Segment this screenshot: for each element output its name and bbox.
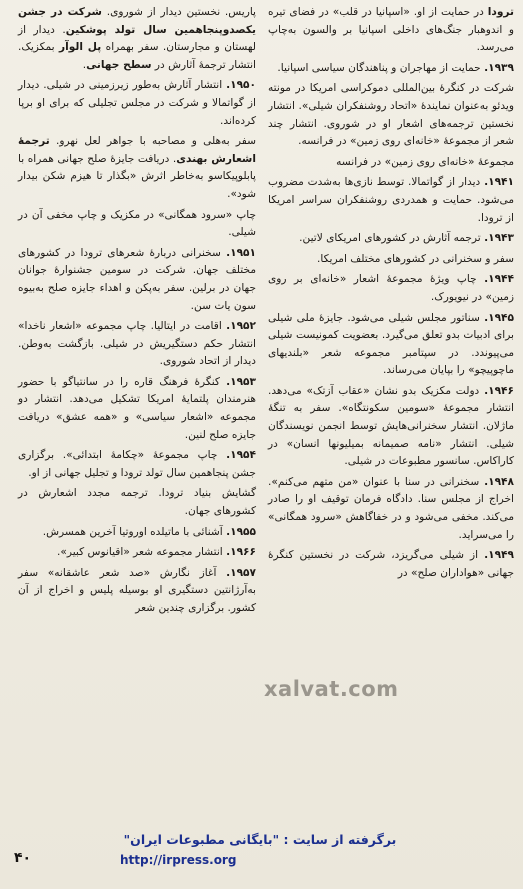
paragraph: ۱۹۴۴. چاپ ویژهٔ مجموعهٔ اشعار «خانه‌ای بر روی زمین» در نیویورک. (268, 273, 514, 303)
paragraph: ۱۹۵۳. کنگرهٔ فرهنگ قاره را در سانتیاگو با حضور هنرمندان پلتمایهٔ امریکا تشکیل می‌دهد. انتشار دو مجموعه «اشعار سیاسی» و «همه عشق» دریافت جایزه صلح لنین. (18, 375, 256, 441)
paragraph: ۱۹۵۷. آغاز نگارش «صد شعر عاشقانه» سفر به‌آرژانتین دستگیری او بوسیله پلیس و اخراج از آن کشور. برگزاری چندین شعر (18, 566, 256, 614)
footer-source-text: برگرفته از سایت : "بایگانی مطبوعات ایران" (123, 832, 397, 847)
paragraph: گشایش بنیاد ترودا. ترجمه مجدد اشعارش در کشورهای جهان. (18, 487, 256, 518)
paragraph: ۱۹۵۲. اقامت در ایتالیا. چاپ مجموعه «اشعار ناخدا» انتشار حکم دستگیریش در شیلی. بازگشت به‌وطن. دیدار از اتحاد شوروی. (18, 320, 256, 368)
footer-url-link[interactable]: http://irpress.org (120, 853, 237, 867)
paragraph: ۱۹۴۳. ترجمه آثارش در کشورهای امریکای لاتین. (299, 232, 514, 245)
paragraph: ۱۹۴۸. سخنرانی در سنا با عنوان «من متهم می‌کنم». اخراج از مجلس سنا. دادگاه فرمان توقیف او را صادر می‌کند. مخفی می‌شود و در خفاگاهش «سرود همگانی» را می‌سراید. (268, 475, 514, 541)
paragraph: ترودا در حمایت از او. «اسپانیا در قلب» در فضای تیره و اندوهبار جنگ‌های داخلی اسپانیا بر والسون به‌چاپ می‌رسد. (268, 6, 514, 54)
paragraph: ۱۹۶۶. انتشار مجموعه شعر «اقیانوس کبیر». (57, 546, 256, 559)
paragraph: ۱۹۵۵. آشنائی با ماتیلده اوروتیا آخرین همسرش. (42, 525, 256, 538)
paragraph: ۱۹۳۹. حمایت از مهاجران و پناهندگان سیاسی اسپانیا. (277, 61, 514, 74)
left-column (18, 4, 256, 621)
watermark: xalvat.com (264, 677, 399, 701)
paragraph: سفر و سخنرانی در کشورهای مختلف امریکا. (317, 252, 514, 265)
paragraph: پاریس. نخستین دیدار از شوروی. شرکت در جشن یکصدوپنجاهمین سال تولد پوشکین. دیدار از لهستان و مجارستان. سفر بهمراه پل الوآر بمکزیک. انتشار ترجمهٔ آثارش در سطح جهانی. (18, 6, 256, 71)
paragraph: چاپ «سرود همگانی» در مکزیک و چاپ مخفی آن در شیلی. (18, 208, 256, 239)
paragraph: ۱۹۵۰. انتشار آثارش به‌طور زیرزمینی در شیلی. دیدار از گواتمالا و شرکت در مجلس تجلیلی که برای او برپا کرده‌اند. (18, 79, 256, 127)
paragraph: ۱۹۵۱. سخنرانی دربارهٔ شعرهای ترودا در کشورهای مختلف جهان. شرکت در سومین جشنوارهٔ جوانان جهان در برلین. سفر به‌پکن و اهداء جایزه صلح به‌بیوه سون یات سن. (18, 246, 256, 312)
paragraph: ۱۹۴۱. دیدار از گواتمالا. توسط نازی‌ها به‌شدت مضروب می‌شود. حمایت و همدردی روشنفکران سراسر امریکا از ترودا. (268, 176, 514, 224)
paragraph: ۱۹۴۹. از شیلی می‌گریزد، شرکت در نخستین کنگرهٔ جهانی «هواداران صلح» در (268, 549, 514, 579)
paragraph: ۱۹۵۴. چاپ مجموعهٔ «چکامهٔ ابتدائی». برگزاری جشن پنجاهمین سال تولد ترودا و تجلیل جهانی از او. (18, 449, 256, 479)
paragraph: شرکت در کنگرهٔ بین‌المللی دموکراسی امریکا در مونته ویدئو به‌عنوان نمایندهٔ «اتحاد روشنفکران شیلی». انتشار نخستین ترجمه‌های اشعار او در شوروی. انتشار چند شعر از مجموعهٔ «خانه‌ای روی زمین» در فرانسه. (268, 82, 514, 148)
paragraph: ۱۹۴۶. دولت مکزیک بدو نشان «عقاب آزتک» می‌دهد. انتشار مجموعهٔ «سومین سکونتگاه». سفر به تنگهٔ ماژلان. انتشار سخنرانی‌هایش توسط انجمن نویسندگان شیلی. انتشار «نامه صمیمانه بمیلیونها انسان» در کاراکاس. سانسور مطبوعات در شیلی. (268, 384, 514, 468)
page-number: ۴۰ (14, 850, 32, 866)
paragraph: سفر به‌هلی و مصاحبه با جواهر لعل نهرو. ترجمهٔ اشعارش بهندی. دریافت جایزهٔ صلح جهانی همراه با پابلوپیکاسو به‌خاطر اثرش «بگذار تا هیزم شکن بیدار شود». (18, 135, 256, 200)
right-column (268, 4, 514, 585)
paragraph: مجموعهٔ «خانه‌ای روی زمین» در فرانسه (336, 155, 514, 168)
paragraph: ۱۹۴۵. سناتور مجلس شیلی می‌شود. جایزهٔ ملی شیلی برای ادبیات بدو تعلق می‌گیرد. بعضویت کمونیست شیلی می‌پیوندد. در سپتامبر مجموعه شعر «بلندیهای ماچوپیچو» را بپایان می‌رساند. (268, 311, 514, 377)
